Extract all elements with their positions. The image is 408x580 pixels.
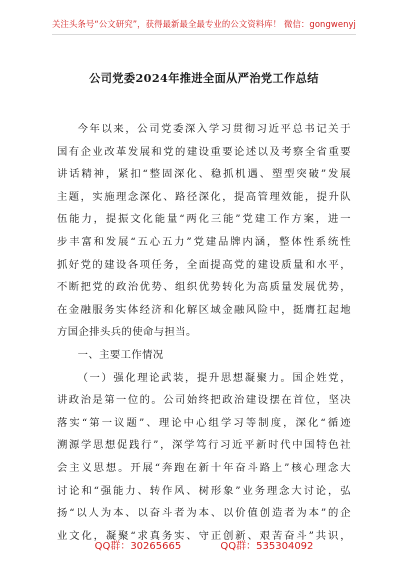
paragraph-line: 讲话精神，紧扣“整固深化、稳抓机遇、塑型突破”发展 [57,168,351,181]
footer-qq-group-1: QQ群：30265665 [94,541,182,552]
paragraph-line: 会主义思想。开展“奔跑在新十年奋斗路上”核心理念大 [57,461,351,474]
section-heading: 一、主要工作情况 [77,348,164,361]
paragraph-line: 在金融服务实体经济和化解区域金融风险中，挺膺扛起地 [57,303,351,316]
footer-qq-group-2: QQ群：535304092 [220,541,314,552]
paragraph-line: 抓好党的建设各项任务，全面提高党的建设质量和水平， [57,258,351,271]
document-title: 公司党委2024年推进全面从严治党工作总结 [89,71,319,85]
paragraph-line: 不断把党的政治优势、组织优势转化为高质量发展优势， [57,281,351,294]
paragraph-line: 讨论和“强能力、转作风、树形象”业务理念大讨论，弘 [57,484,351,497]
paragraph-line: 方国企排头兵的使命与担当。 [57,326,197,339]
paragraph-line: 溯源学思想促践行”，深学笃行习近平新时代中国特色社 [57,439,351,452]
paragraph-line: 国有企业改革发展和党的建设重要论述以及考察全省重要 [57,145,351,158]
document-body [57,118,351,547]
paragraph-line: 伍能力，提振文化能量“两化三能”党建工作方案，进一 [57,213,351,226]
paragraph-line: 讲政治是第一位的。公司始终把政治建设摆在首位，坚决 [57,394,351,407]
paragraph-line: 落实“第一议题”、理论中心组学习等制度，深化“循迹 [57,416,351,429]
footer-contact [0,537,408,552]
paragraph-line: 业文化，凝聚“求真务实、守正创新、艰苦奋斗”共识， [57,529,351,542]
header-divider [52,34,356,35]
header-note: 关注头条号“公文研究”，获得最新最全最专业的公文资料库！ 微信：gongwenyj [52,19,356,29]
paragraph-line: （一）强化理论武装，提升思想凝聚力。国企姓党， [77,371,351,384]
paragraph-line: 扬“以人为本、以奋斗者为本、以价值创造者为本”的企 [57,507,351,520]
paragraph-line: 今年以来，公司党委深入学习贯彻习近平总书记关于 [77,123,351,135]
paragraph-line: 步丰富和发展“五心五力”党建品牌内涵，整体性系统性 [57,235,351,248]
paragraph-line: 主题，实施理念深化、路径深化，提高管理效能，提升队 [57,190,351,203]
